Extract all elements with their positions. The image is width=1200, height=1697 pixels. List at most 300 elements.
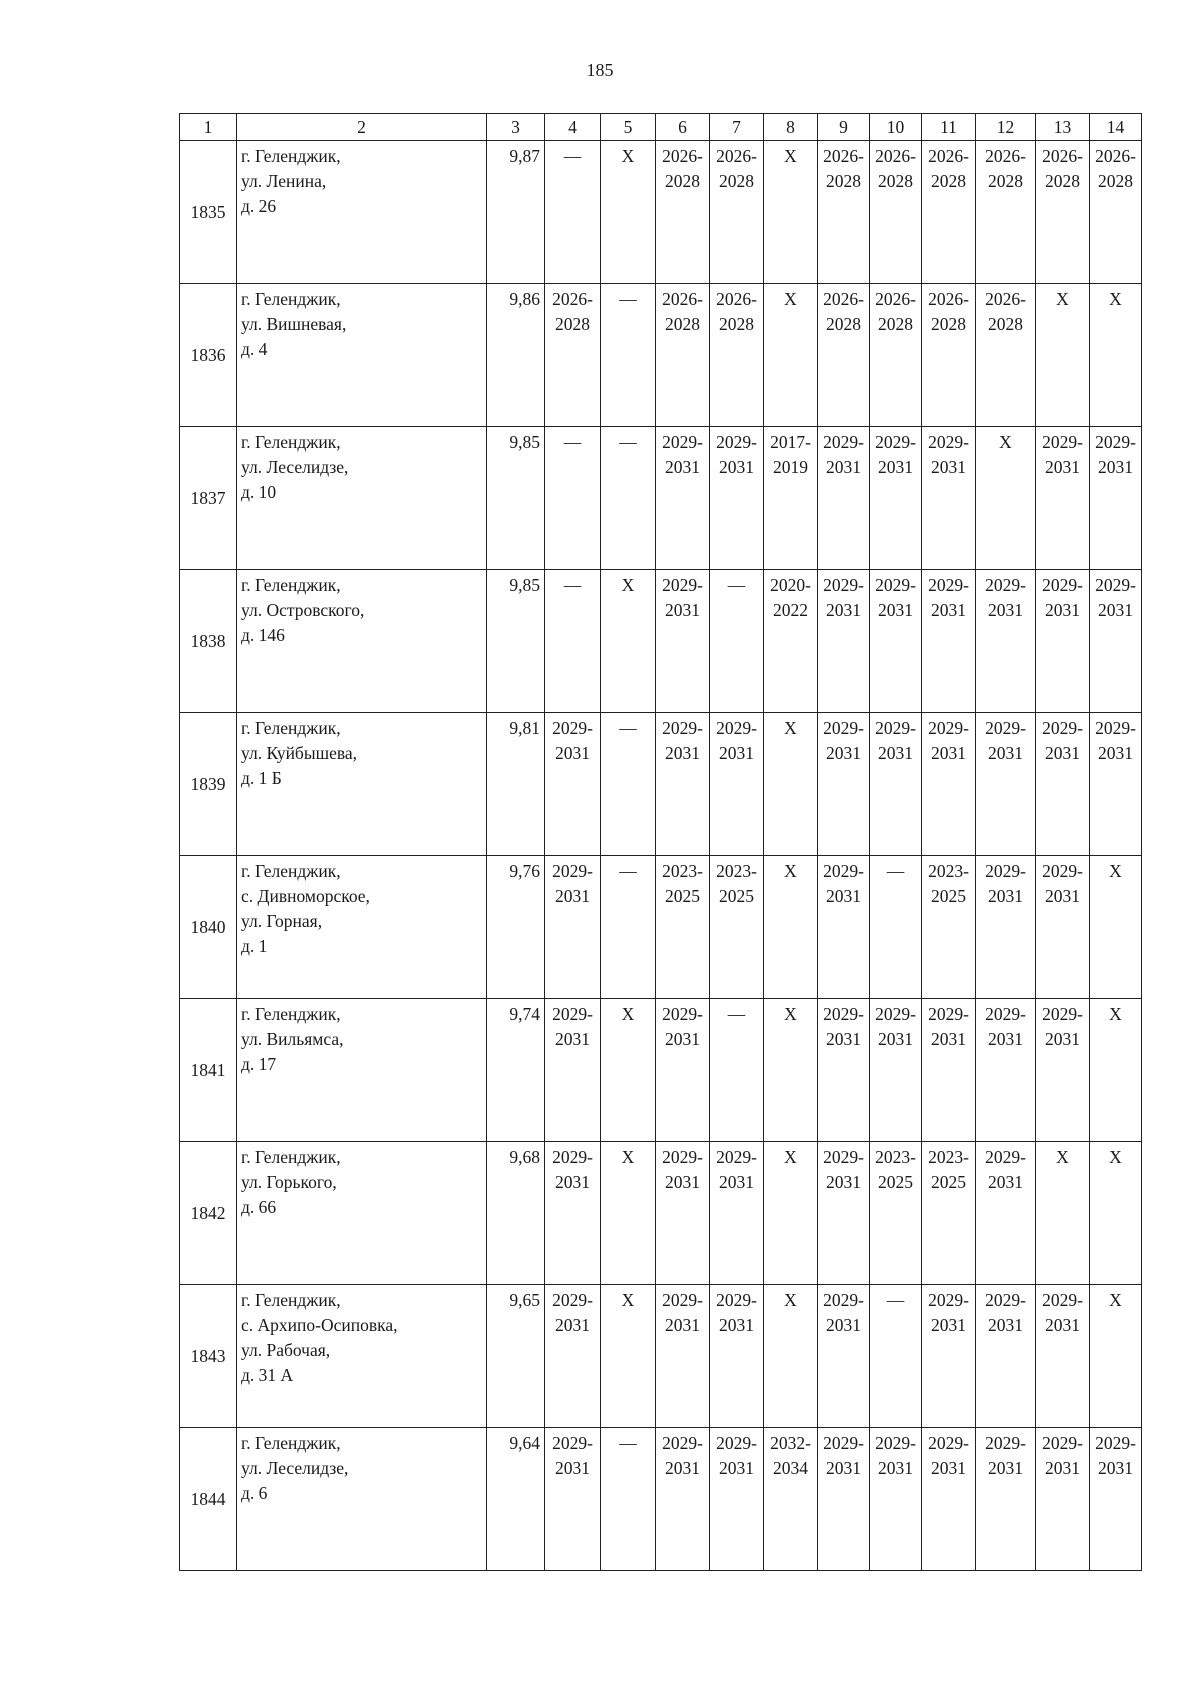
period-year: 2031 [555, 743, 590, 763]
period-cell [656, 570, 710, 713]
row-number-cell: 1842 [180, 1142, 237, 1285]
period-year: 2026- [716, 146, 757, 166]
column-number-3: 3 [487, 114, 545, 141]
page-number: 185 [586, 60, 614, 80]
address-cell [237, 427, 487, 570]
period-year: 2029- [552, 1004, 593, 1024]
period-cell: — [601, 1428, 656, 1571]
period-year: 2028 [826, 314, 861, 334]
period-year: 2031 [826, 600, 861, 620]
period-year: 2031 [719, 1172, 754, 1192]
address-line: ул. Леселидзе, [241, 457, 349, 477]
period-cell [922, 999, 976, 1142]
table-row [180, 713, 1142, 856]
period-cell: X [764, 999, 818, 1142]
period-year: 2025 [931, 1172, 966, 1192]
table-row [180, 856, 1142, 999]
period-year: 2031 [931, 1458, 966, 1478]
period-year: 2029- [985, 1290, 1026, 1310]
address-line: с. Дивноморское, [241, 886, 370, 906]
period-cell [976, 856, 1036, 999]
period-cell [818, 1142, 870, 1285]
period-year: 2028 [1098, 171, 1133, 191]
period-year: 2026- [662, 289, 703, 309]
period-year: 2028 [555, 314, 590, 334]
period-year: 2026- [823, 289, 864, 309]
period-cell [1090, 570, 1142, 713]
period-year: 2028 [988, 314, 1023, 334]
period-cell [870, 570, 922, 713]
period-year: 2026- [875, 146, 916, 166]
period-cell: X [601, 999, 656, 1142]
value-cell: 9,74 [487, 999, 545, 1142]
period-cell: X [1090, 1285, 1142, 1428]
period-year: 2029- [1042, 861, 1083, 881]
period-year: 2029- [823, 1290, 864, 1310]
period-cell [976, 284, 1036, 427]
period-year: 2023- [928, 861, 969, 881]
period-cell [656, 999, 710, 1142]
period-cell [710, 713, 764, 856]
period-year: 2031 [878, 743, 913, 763]
period-cell [870, 141, 922, 284]
period-year: 2017- [770, 432, 811, 452]
row-number-cell: 1838 [180, 570, 237, 713]
period-year: 2029- [1095, 575, 1136, 595]
address-line: д. 6 [241, 1483, 268, 1503]
address-line: ул. Вильямса, [241, 1029, 344, 1049]
period-year: 2031 [931, 457, 966, 477]
period-cell [818, 999, 870, 1142]
period-year: 2031 [719, 457, 754, 477]
period-cell: X [1036, 1142, 1090, 1285]
address-cell [237, 284, 487, 427]
period-cell [545, 1428, 601, 1571]
period-year: 2028 [1045, 171, 1080, 191]
period-year: 2022 [773, 600, 808, 620]
period-cell [710, 1142, 764, 1285]
address-line: д. 26 [241, 196, 277, 216]
table-body [180, 141, 1142, 1571]
period-cell [922, 1285, 976, 1428]
period-cell [976, 1285, 1036, 1428]
period-cell [764, 1428, 818, 1571]
address-cell [237, 1428, 487, 1571]
period-year: 2026- [1042, 146, 1083, 166]
address-line: ул. Рабочая, [241, 1340, 331, 1360]
period-year: 2029- [928, 1004, 969, 1024]
address-line: г. Геленджик, [241, 1004, 341, 1024]
period-cell: — [545, 570, 601, 713]
table-row [180, 999, 1142, 1142]
period-year: 2026- [875, 289, 916, 309]
column-number-7: 7 [710, 114, 764, 141]
period-cell: X [601, 1285, 656, 1428]
period-cell [922, 713, 976, 856]
period-year: 2023- [716, 861, 757, 881]
address-line: ул. Горная, [241, 911, 323, 931]
column-number-header-row [180, 114, 1142, 141]
period-year: 2029- [823, 1433, 864, 1453]
value-cell: 9,68 [487, 1142, 545, 1285]
period-year: 2026- [928, 146, 969, 166]
period-year: 2026- [716, 289, 757, 309]
period-year: 2031 [1045, 457, 1080, 477]
period-year: 2029- [662, 718, 703, 738]
period-year: 2029- [985, 575, 1026, 595]
period-year: 2031 [1098, 457, 1133, 477]
period-cell [545, 284, 601, 427]
address-line: с. Архипо-Осиповка, [241, 1315, 398, 1335]
address-cell [237, 1142, 487, 1285]
address-line: ул. Вишневая, [241, 314, 347, 334]
period-cell [818, 856, 870, 999]
address-cell [237, 856, 487, 999]
period-year: 2025 [665, 886, 700, 906]
period-year: 2031 [988, 600, 1023, 620]
period-year: 2031 [1098, 600, 1133, 620]
period-year: 2028 [719, 171, 754, 191]
period-cell [976, 999, 1036, 1142]
period-year: 2029- [1042, 1290, 1083, 1310]
column-number-2: 2 [237, 114, 487, 141]
period-year: 2031 [826, 743, 861, 763]
row-number-cell: 1835 [180, 141, 237, 284]
period-year: 2029- [985, 861, 1026, 881]
period-year: 2029- [823, 861, 864, 881]
column-number-6: 6 [656, 114, 710, 141]
period-year: 2019 [773, 457, 808, 477]
period-year: 2029- [985, 1004, 1026, 1024]
period-year: 2031 [826, 1172, 861, 1192]
period-year: 2029- [928, 718, 969, 738]
period-year: 2028 [826, 171, 861, 191]
address-line: ул. Куйбышева, [241, 743, 358, 763]
period-year: 2034 [773, 1458, 808, 1478]
row-number-cell: 1837 [180, 427, 237, 570]
period-year: 2026- [662, 146, 703, 166]
period-cell: X [764, 1142, 818, 1285]
address-line: г. Геленджик, [241, 146, 341, 166]
period-cell [818, 284, 870, 427]
period-year: 2031 [665, 743, 700, 763]
value-cell: 9,87 [487, 141, 545, 284]
period-year: 2031 [719, 743, 754, 763]
period-year: 2031 [665, 1315, 700, 1335]
period-cell [922, 284, 976, 427]
period-year: 2029- [985, 718, 1026, 738]
period-cell: X [1090, 284, 1142, 427]
period-year: 2029- [662, 432, 703, 452]
period-year: 2031 [988, 743, 1023, 763]
period-year: 2031 [826, 457, 861, 477]
period-year: 2028 [878, 314, 913, 334]
period-cell [1036, 1285, 1090, 1428]
period-cell [656, 713, 710, 856]
period-cell [818, 427, 870, 570]
period-cell [710, 856, 764, 999]
period-cell: — [710, 999, 764, 1142]
period-cell: X [601, 570, 656, 713]
period-year: 2029- [875, 432, 916, 452]
row-number-cell: 1844 [180, 1428, 237, 1571]
table-row [180, 1428, 1142, 1571]
period-cell [1090, 427, 1142, 570]
period-year: 2028 [665, 171, 700, 191]
period-year: 2025 [878, 1172, 913, 1192]
value-cell: 9,76 [487, 856, 545, 999]
period-cell [818, 1428, 870, 1571]
table-row [180, 1142, 1142, 1285]
period-year: 2031 [665, 1172, 700, 1192]
address-cell [237, 713, 487, 856]
address-line: г. Геленджик, [241, 718, 341, 738]
period-year: 2029- [1095, 718, 1136, 738]
period-cell: X [764, 141, 818, 284]
period-year: 2029- [823, 432, 864, 452]
period-year: 2025 [719, 886, 754, 906]
period-cell: — [710, 570, 764, 713]
period-year: 2031 [931, 1029, 966, 1049]
address-line: ул. Островского, [241, 600, 365, 620]
period-year: 2023- [662, 861, 703, 881]
period-year: 2029- [928, 1433, 969, 1453]
period-cell [656, 1142, 710, 1285]
period-cell [656, 856, 710, 999]
period-cell: — [545, 427, 601, 570]
period-year: 2031 [988, 1029, 1023, 1049]
address-cell [237, 999, 487, 1142]
period-year: 2031 [1045, 886, 1080, 906]
address-line: д. 1 Б [241, 768, 282, 788]
period-year: 2026- [985, 289, 1026, 309]
period-year: 2026- [985, 146, 1026, 166]
period-year: 2031 [555, 1172, 590, 1192]
address-line: д. 66 [241, 1197, 277, 1217]
value-cell: 9,65 [487, 1285, 545, 1428]
housing-register-table [179, 113, 1142, 1571]
row-number-cell: 1836 [180, 284, 237, 427]
row-number-cell: 1840 [180, 856, 237, 999]
period-cell [1036, 856, 1090, 999]
column-number-13: 13 [1036, 114, 1090, 141]
period-cell: X [1090, 1142, 1142, 1285]
period-year: 2031 [826, 1029, 861, 1049]
period-cell: — [601, 856, 656, 999]
period-year: 2031 [1045, 1315, 1080, 1335]
period-year: 2031 [665, 600, 700, 620]
period-year: 2031 [665, 1458, 700, 1478]
period-year: 2028 [988, 171, 1023, 191]
period-year: 2029- [552, 1147, 593, 1167]
period-year: 2028 [931, 171, 966, 191]
period-cell [545, 713, 601, 856]
period-cell [710, 141, 764, 284]
period-cell: X [601, 141, 656, 284]
address-line: д. 146 [241, 625, 285, 645]
period-year: 2020- [770, 575, 811, 595]
period-cell [1090, 141, 1142, 284]
value-cell: 9,81 [487, 713, 545, 856]
column-number-9: 9 [818, 114, 870, 141]
period-year: 2028 [931, 314, 966, 334]
column-number-8: 8 [764, 114, 818, 141]
period-cell [976, 141, 1036, 284]
column-number-12: 12 [976, 114, 1036, 141]
period-year: 2031 [555, 1458, 590, 1478]
period-cell: — [545, 141, 601, 284]
period-cell: — [870, 856, 922, 999]
period-year: 2025 [931, 886, 966, 906]
period-year: 2029- [985, 1433, 1026, 1453]
period-year: 2029- [552, 1433, 593, 1453]
period-cell: X [1090, 856, 1142, 999]
table-row [180, 427, 1142, 570]
row-number-cell: 1841 [180, 999, 237, 1142]
period-year: 2023- [928, 1147, 969, 1167]
period-cell [870, 1428, 922, 1571]
address-line: г. Геленджик, [241, 575, 341, 595]
period-year: 2029- [875, 1004, 916, 1024]
period-cell [818, 713, 870, 856]
period-year: 2031 [1045, 600, 1080, 620]
period-year: 2029- [552, 718, 593, 738]
column-number-11: 11 [922, 114, 976, 141]
period-year: 2031 [665, 1029, 700, 1049]
period-cell: — [601, 427, 656, 570]
address-line: д. 17 [241, 1054, 277, 1074]
period-cell [710, 427, 764, 570]
period-cell [870, 1142, 922, 1285]
period-year: 2031 [931, 1315, 966, 1335]
period-cell [1036, 141, 1090, 284]
period-cell [922, 427, 976, 570]
period-year: 2031 [826, 1315, 861, 1335]
period-cell [1036, 427, 1090, 570]
address-line: д. 10 [241, 482, 277, 502]
address-cell [237, 141, 487, 284]
period-year: 2031 [1045, 1029, 1080, 1049]
period-year: 2032- [770, 1433, 811, 1453]
row-number-cell: 1843 [180, 1285, 237, 1428]
table-row [180, 1285, 1142, 1428]
period-cell [656, 427, 710, 570]
period-cell [922, 1428, 976, 1571]
period-cell [1036, 570, 1090, 713]
period-year: 2031 [555, 1029, 590, 1049]
period-year: 2029- [875, 718, 916, 738]
period-cell [710, 1285, 764, 1428]
period-year: 2029- [985, 1147, 1026, 1167]
period-year: 2031 [665, 457, 700, 477]
address-line: ул. Леселидзе, [241, 1458, 349, 1478]
period-cell [870, 713, 922, 856]
value-cell: 9,85 [487, 427, 545, 570]
period-year: 2031 [988, 886, 1023, 906]
value-cell: 9,85 [487, 570, 545, 713]
address-cell [237, 1285, 487, 1428]
period-year: 2029- [1042, 1004, 1083, 1024]
period-year: 2029- [552, 861, 593, 881]
period-year: 2031 [931, 743, 966, 763]
table-row [180, 284, 1142, 427]
period-cell [1090, 713, 1142, 856]
period-year: 2029- [928, 432, 969, 452]
period-cell [1036, 1428, 1090, 1571]
period-year: 2031 [1045, 1458, 1080, 1478]
address-line: г. Геленджик, [241, 1290, 341, 1310]
address-line: г. Геленджик, [241, 861, 341, 881]
period-year: 2029- [662, 1004, 703, 1024]
period-year: 2029- [716, 1290, 757, 1310]
period-year: 2031 [878, 1458, 913, 1478]
column-number-5: 5 [601, 114, 656, 141]
column-number-14: 14 [1090, 114, 1142, 141]
period-year: 2026- [1095, 146, 1136, 166]
period-cell [764, 427, 818, 570]
period-cell: X [764, 713, 818, 856]
period-year: 2029- [716, 718, 757, 738]
period-cell [870, 999, 922, 1142]
period-year: 2031 [988, 1172, 1023, 1192]
period-year: 2031 [719, 1458, 754, 1478]
address-line: д. 1 [241, 936, 268, 956]
period-cell: X [764, 1285, 818, 1428]
period-cell [656, 1428, 710, 1571]
period-year: 2029- [875, 1433, 916, 1453]
period-cell [764, 570, 818, 713]
address-line: д. 4 [241, 339, 268, 359]
period-cell [545, 999, 601, 1142]
period-cell [922, 1142, 976, 1285]
period-cell [710, 284, 764, 427]
column-number-4: 4 [545, 114, 601, 141]
period-cell [545, 1142, 601, 1285]
address-line: г. Геленджик, [241, 1147, 341, 1167]
period-cell: — [601, 284, 656, 427]
table-row [180, 141, 1142, 284]
period-cell [1036, 999, 1090, 1142]
period-year: 2026- [928, 289, 969, 309]
period-year: 2026- [552, 289, 593, 309]
period-year: 2029- [716, 432, 757, 452]
period-year: 2029- [662, 1147, 703, 1167]
period-year: 2028 [878, 171, 913, 191]
period-cell [545, 856, 601, 999]
period-year: 2029- [662, 1290, 703, 1310]
period-year: 2031 [988, 1315, 1023, 1335]
period-year: 2031 [555, 1315, 590, 1335]
period-cell: X [764, 284, 818, 427]
period-cell: — [601, 713, 656, 856]
period-cell [818, 570, 870, 713]
period-year: 2029- [1042, 432, 1083, 452]
period-year: 2029- [823, 1004, 864, 1024]
period-cell: X [1090, 999, 1142, 1142]
period-year: 2029- [662, 1433, 703, 1453]
period-year: 2029- [1042, 718, 1083, 738]
period-year: 2023- [875, 1147, 916, 1167]
row-number-cell: 1839 [180, 713, 237, 856]
value-cell: 9,64 [487, 1428, 545, 1571]
period-year: 2031 [878, 1029, 913, 1049]
period-year: 2031 [1098, 1458, 1133, 1478]
period-year: 2031 [878, 600, 913, 620]
table-row [180, 570, 1142, 713]
period-cell [922, 141, 976, 284]
period-cell: X [1036, 284, 1090, 427]
period-cell: X [764, 856, 818, 999]
